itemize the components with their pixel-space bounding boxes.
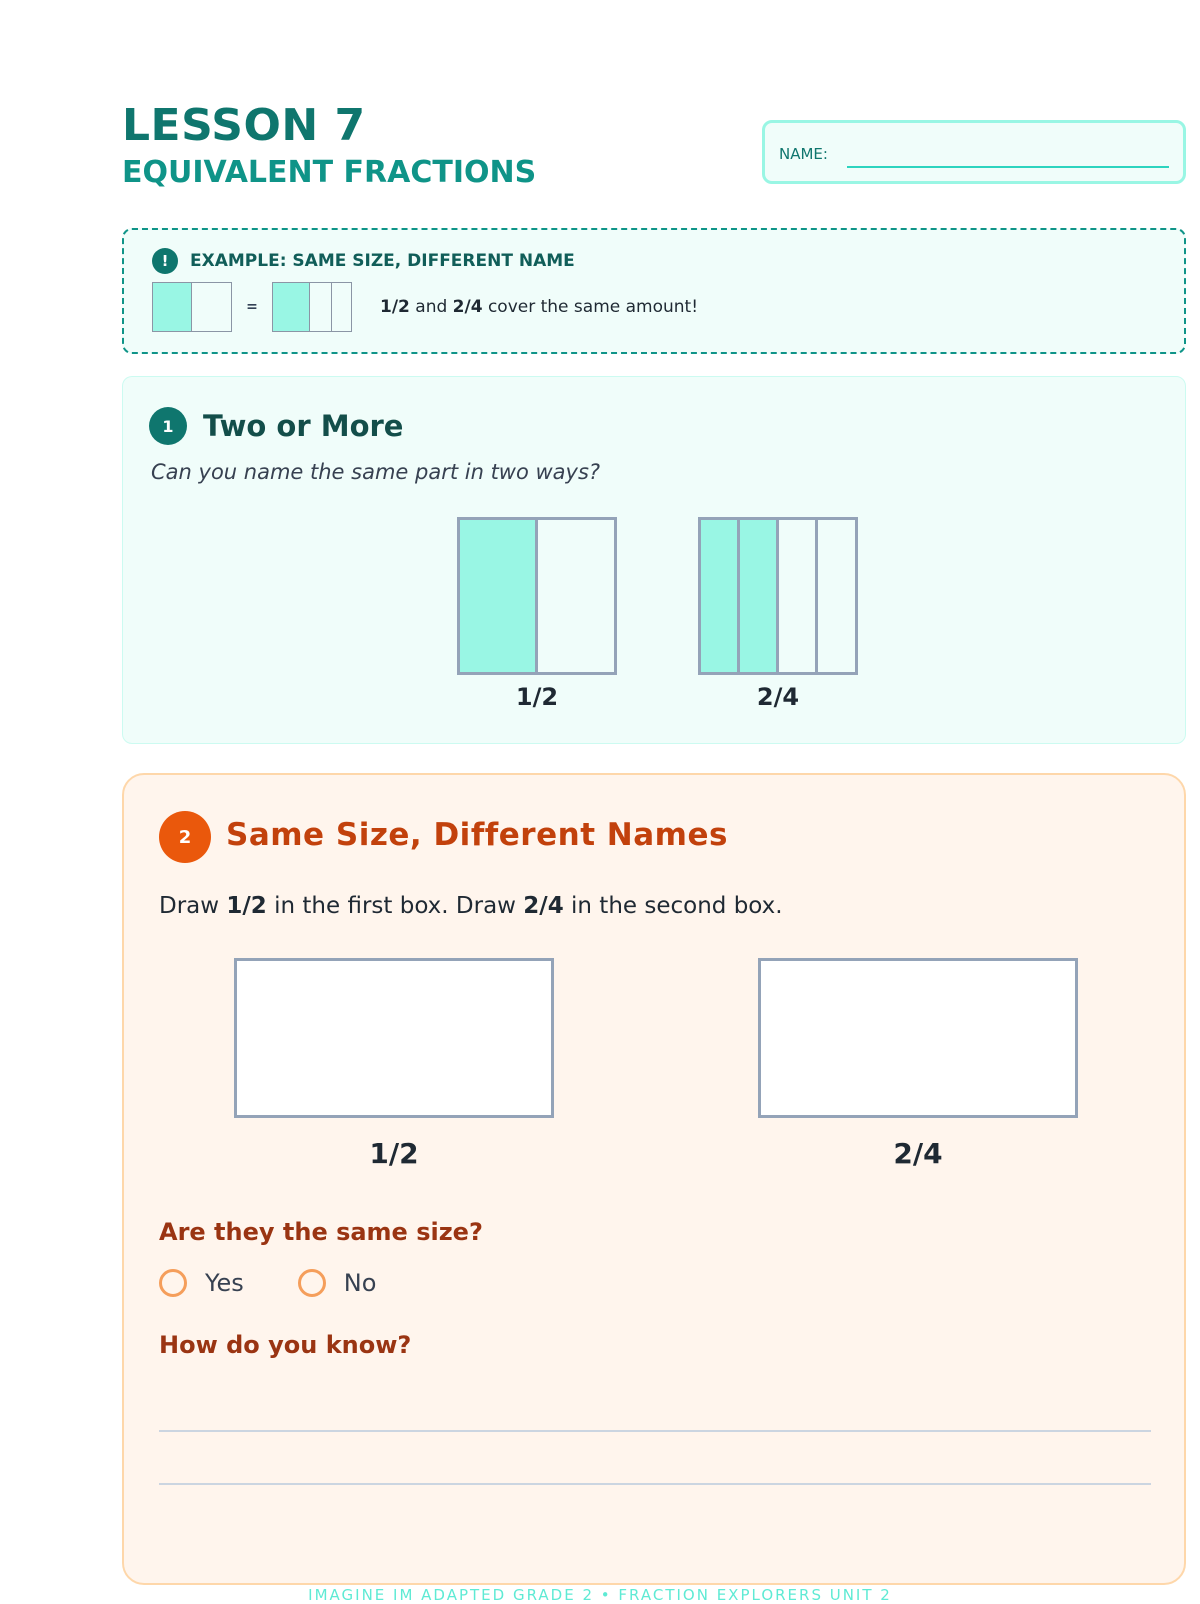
lesson-number: LESSON 7	[122, 100, 366, 151]
bar-part-shaded	[460, 520, 538, 672]
question-how-know: How do you know?	[159, 1331, 412, 1359]
activity-2-instruction	[159, 893, 783, 919]
drawing-box-quarters[interactable]	[758, 958, 1078, 1118]
instruction-text: in the second box.	[563, 893, 783, 919]
instruction-text: Draw	[159, 893, 227, 919]
activity-number-badge: 2	[159, 811, 211, 863]
caption-fraction-b: 2/4	[452, 297, 483, 317]
instruction-fraction-b: 2/4	[523, 893, 564, 919]
instruction-fraction-a: 1/2	[226, 893, 267, 919]
example-heading: EXAMPLE: SAME SIZE, DIFFERENT NAME	[190, 251, 575, 271]
bar-part	[192, 283, 231, 331]
example-callout	[122, 228, 1186, 354]
fraction-bar-quarters	[698, 517, 858, 675]
bar-part-shaded	[153, 283, 192, 331]
bar-part-shaded	[701, 520, 740, 672]
name-input-line[interactable]	[847, 166, 1169, 168]
drawing-box-label-quarters: 2/4	[893, 1137, 943, 1170]
answer-options	[159, 1269, 376, 1297]
example-row	[152, 282, 698, 332]
activity-1-title: Two or More	[203, 409, 404, 443]
caption-fraction-a: 1/2	[380, 297, 410, 317]
answer-line[interactable]	[159, 1483, 1151, 1485]
radio-label-yes[interactable]: Yes	[205, 1269, 244, 1297]
example-half-bar	[152, 282, 232, 332]
activity-1-prompt: Can you name the same part in two ways?	[151, 460, 601, 484]
activity-2-card	[122, 773, 1186, 1585]
question-same-size: Are they the same size?	[159, 1218, 483, 1246]
bar-part	[310, 283, 331, 331]
radio-label-no[interactable]: No	[343, 1269, 377, 1297]
fraction-label-half: 1/2	[515, 683, 559, 711]
example-quarter-bar	[272, 282, 352, 332]
drawing-box-half[interactable]	[234, 958, 554, 1118]
footer: IMAGINE IM ADAPTED GRADE 2 • FRACTION EXPLORERS UNIT 2	[308, 1586, 892, 1604]
bar-part-shaded	[740, 520, 779, 672]
lesson-title: EQUIVALENT FRACTIONS	[122, 155, 537, 190]
fraction-label-quarters: 2/4	[756, 683, 800, 711]
activity-2-title: Same Size, Different Names	[226, 817, 728, 853]
bar-part	[538, 520, 614, 672]
example-caption	[380, 297, 698, 317]
alert-icon: !	[152, 248, 178, 274]
bar-part	[779, 520, 818, 672]
example-header	[152, 248, 575, 274]
bar-part	[818, 520, 855, 672]
activity-1-card	[122, 376, 1186, 744]
caption-rest: cover the same amount!	[482, 297, 699, 317]
name-field[interactable]	[762, 120, 1186, 184]
radio-no[interactable]	[298, 1269, 326, 1297]
bar-part	[332, 283, 351, 331]
equals-sign: =	[246, 299, 258, 315]
activity-number-badge: 1	[149, 407, 187, 445]
instruction-text: in the first box. Draw	[266, 893, 524, 919]
bar-part-shaded	[273, 283, 310, 331]
radio-yes[interactable]	[159, 1269, 187, 1297]
answer-line[interactable]	[159, 1430, 1151, 1432]
drawing-box-label-half: 1/2	[369, 1137, 419, 1170]
name-label: NAME:	[779, 145, 828, 163]
fraction-bar-halves	[457, 517, 617, 675]
caption-and: and	[409, 297, 453, 317]
